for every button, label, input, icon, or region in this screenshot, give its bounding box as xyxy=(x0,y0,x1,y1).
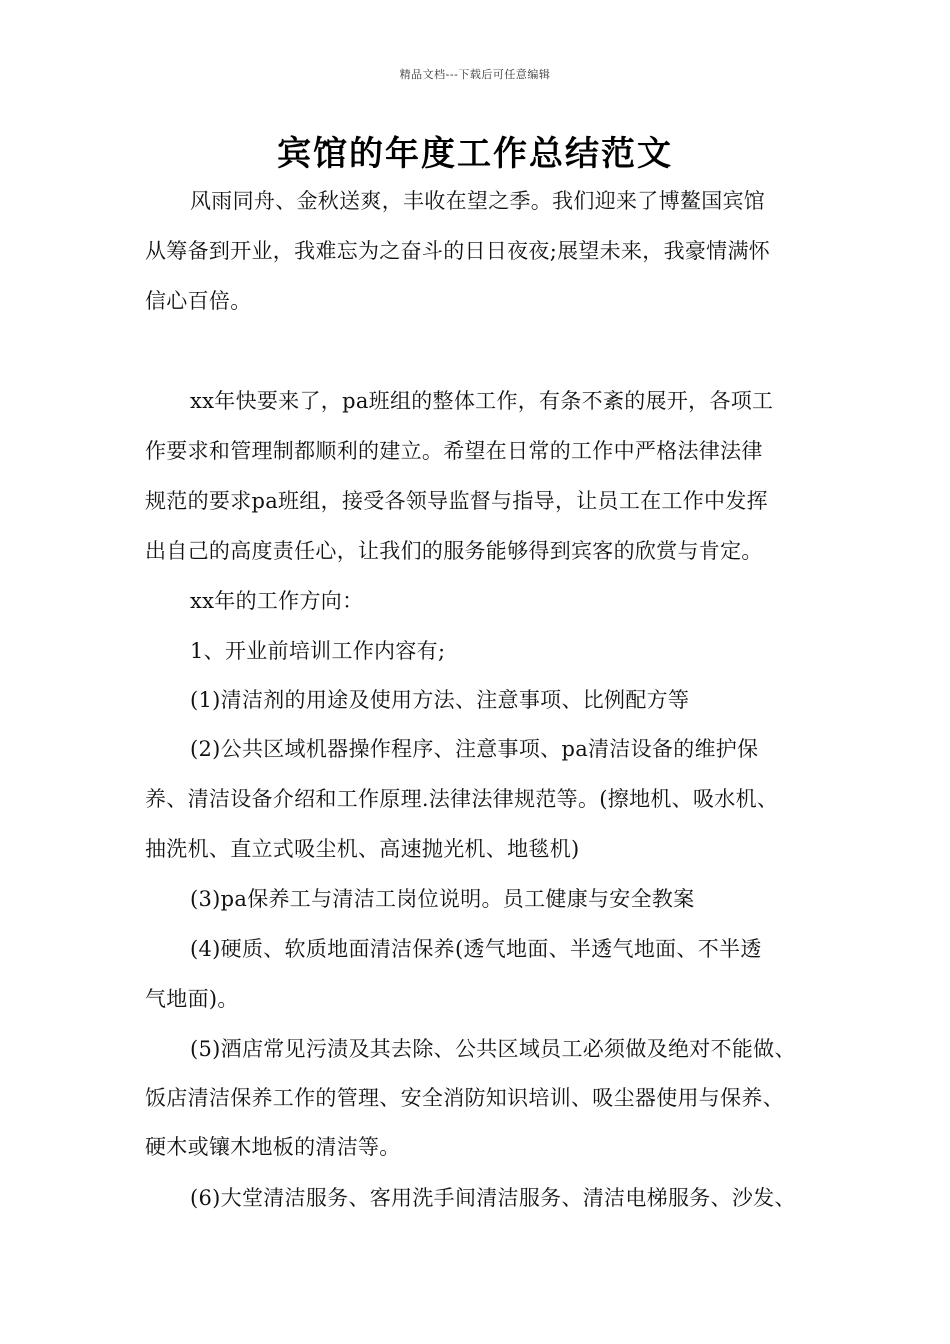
paragraph-line: 从筹备到开业，我难忘为之奋斗的日日夜夜;展望未来，我豪情满怀 xyxy=(145,239,771,263)
paragraph-line: (1)清洁剂的用途及使用方法、注意事项、比例配方等 xyxy=(190,688,690,712)
paragraph-line: (2)公共区域机器操作程序、注意事项、pa清洁设备的维护保 xyxy=(190,737,759,761)
paragraph-line: (3)pa保养工与清洁工岗位说明。员工健康与安全教案 xyxy=(190,887,695,911)
paragraph-line: 出自己的高度责任心，让我们的服务能够得到宾客的欣赏与肯定。 xyxy=(145,539,763,563)
paragraph-line: 作要求和管理制都顺利的建立。希望在日常的工作中严格法律法律 xyxy=(145,439,763,463)
document-title: 宾馆的年度工作总结范文 xyxy=(277,134,673,174)
paragraph-line: 规范的要求pa班组，接受各领导监督与指导，让员工在工作中发挥 xyxy=(145,489,768,513)
paragraph-line: (6)大堂清洁服务、客用洗手间清洁服务、清洁电梯服务、沙发、 xyxy=(190,1186,796,1210)
paragraph-line: xx年的工作方向： xyxy=(190,589,364,613)
paragraph-line: 1、开业前培训工作内容有; xyxy=(190,639,446,663)
paragraph-line: 养、清洁设备介绍和工作原理.法律法律规范等。(擦地机、吸水机、 xyxy=(145,787,779,811)
paragraph-line: (5)酒店常见污渍及其去除、公共区域员工必须做及绝对不能做、 xyxy=(190,1037,796,1061)
paragraph-line: xx年快要来了，pa班组的整体工作，有条不紊的展开，各项工 xyxy=(190,389,774,413)
header-note: 精品文档---下载后可任意编辑 xyxy=(399,68,551,81)
paragraph-line: 风雨同舟、金秋送爽，丰收在望之季。我们迎来了博鳌国宾馆 xyxy=(190,189,766,213)
paragraph-line: 信心百倍。 xyxy=(145,289,252,313)
paragraph-line: 硬木或镶木地板的清洁等。 xyxy=(145,1135,401,1159)
paragraph-line: 气地面)。 xyxy=(145,987,239,1011)
paragraph-line: 抽洗机、直立式吸尘机、高速抛光机、地毯机) xyxy=(145,837,580,861)
paragraph-line: 饭店清洁保养工作的管理、安全消防知识培训、吸尘器使用与保养、 xyxy=(145,1086,784,1110)
paragraph-line: (4)硬质、软质地面清洁保养(透气地面、半透气地面、不半透 xyxy=(190,937,762,961)
